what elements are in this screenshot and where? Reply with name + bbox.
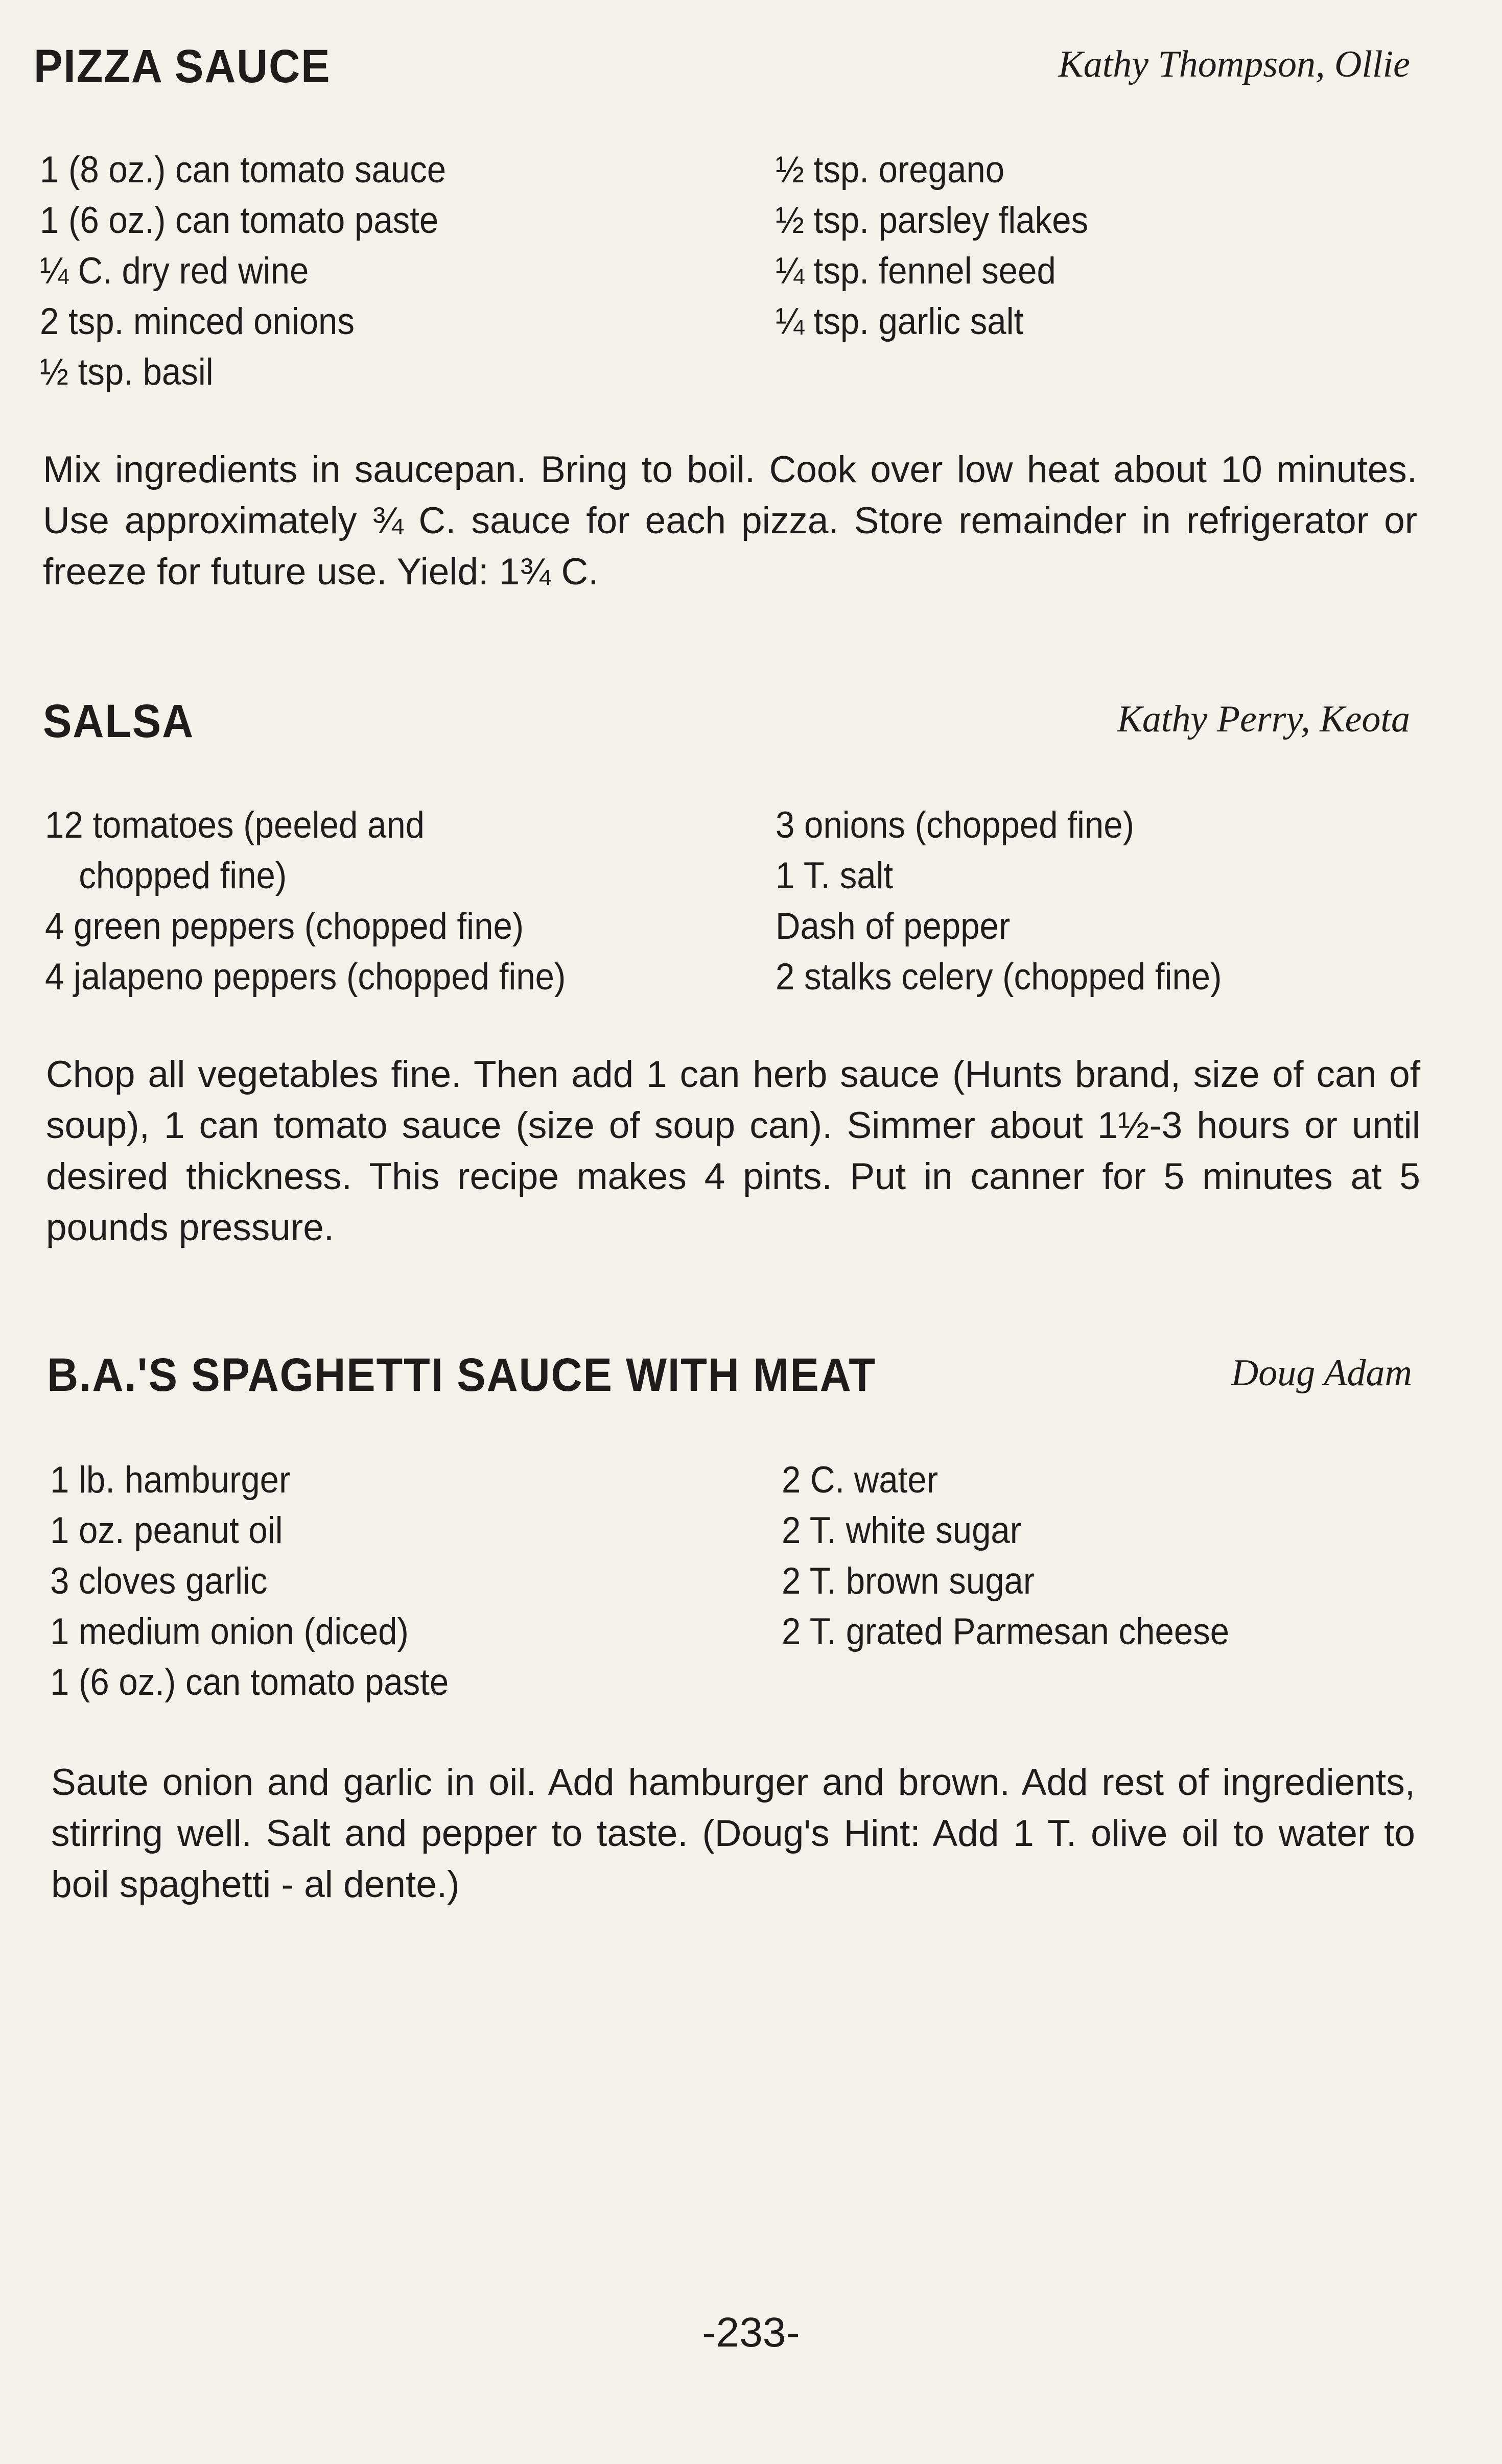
recipe-title: PIZZA SAUCE — [34, 40, 331, 92]
ingredient: 1 oz. peanut oil — [50, 1510, 283, 1551]
ingredient: chopped fine) — [79, 855, 287, 896]
ingredient: 2 T. brown sugar — [782, 1560, 1035, 1602]
page-number: -233- — [702, 2309, 800, 2356]
recipe-author: Kathy Perry, Keota — [1117, 698, 1410, 740]
ingredient: 2 T. grated Parmesan cheese — [782, 1611, 1230, 1652]
ingredient: 4 jalapeno peppers (chopped fine) — [45, 956, 566, 998]
ingredient: 1 T. salt — [776, 855, 894, 896]
ingredient: Dash of pepper — [776, 906, 1011, 947]
ingredient: 1 (6 oz.) can tomato paste — [40, 200, 439, 241]
ingredient: ½ tsp. basil — [40, 351, 214, 393]
recipe-author: Kathy Thompson, Ollie — [1058, 43, 1410, 85]
recipe-title: B.A.'S SPAGHETTI SAUCE WITH MEAT — [47, 1349, 876, 1401]
ingredient: 3 cloves garlic — [50, 1560, 268, 1602]
ingredients-right — [776, 800, 1260, 1002]
recipe-directions: Chop all vegetables fine. Then add 1 can herb sauce (Hunts brand, size of can of soup), 1 can tomato sauce (size of soup can). Simmer about 1½-3 hours or until desired thickness. This recipe makes 4 pints. Put in canner for 5 minutes at 5 pounds pressure. — [46, 1054, 1420, 1248]
ingredient: ¼ tsp. fennel seed — [776, 250, 1056, 292]
ingredient: 2 tsp. minced onions — [40, 301, 355, 342]
ingredient: ½ tsp. oregano — [776, 149, 1005, 191]
ingredient: 1 (8 oz.) can tomato sauce — [40, 149, 447, 191]
ingredient: ¼ C. dry red wine — [40, 250, 309, 292]
ingredient: 1 lb. hamburger — [50, 1459, 291, 1501]
ingredient: 2 C. water — [782, 1459, 938, 1501]
ingredients-right — [782, 1455, 1268, 1657]
recipe-title: SALSA — [43, 695, 195, 747]
ingredients-right — [776, 145, 1115, 347]
recipe-directions: Saute onion and garlic in oil. Add hamburger and brown. Add rest of ingredients, stirring well. Salt and pepper to taste. (Doug's Hint: Add 1 T. olive oil to water to boil spaghetti - al dente.) — [51, 1762, 1415, 1905]
ingredient: ¼ tsp. garlic salt — [776, 301, 1024, 342]
ingredients-left — [50, 1455, 483, 1708]
ingredient: 1 medium onion (diced) — [50, 1611, 409, 1652]
recipe-directions: Mix ingredients in saucepan. Bring to boil. Cook over low heat about 10 minutes. Use approximately ¾ C. sauce for each pizza. Store remainder in refrigerator or freeze for future use. Yield: 1¾ C. — [43, 449, 1417, 593]
ingredient: 2 stalks celery (chopped fine) — [776, 956, 1222, 998]
ingredient: 3 onions (chopped fine) — [776, 804, 1134, 846]
recipe-author: Doug Adam — [1231, 1352, 1412, 1394]
ingredient: 1 (6 oz.) can tomato paste — [50, 1662, 449, 1703]
ingredient: ½ tsp. parsley flakes — [776, 200, 1089, 241]
ingredient: 12 tomatoes (peeled and — [45, 804, 425, 846]
ingredient: 4 green peppers (chopped fine) — [45, 906, 524, 947]
ingredients-left — [40, 145, 481, 397]
ingredient: 2 T. white sugar — [782, 1510, 1022, 1551]
ingredients-left — [45, 800, 611, 1002]
